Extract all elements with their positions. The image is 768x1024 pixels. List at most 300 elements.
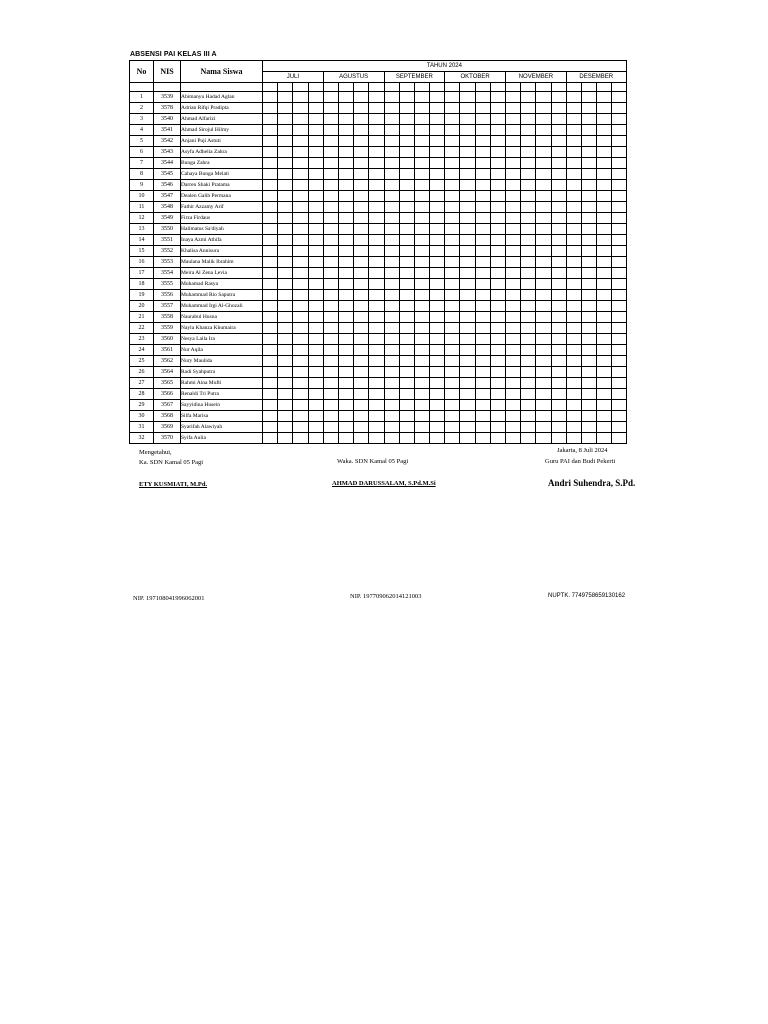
attendance-cell[interactable] [323,279,338,290]
attendance-cell[interactable] [475,158,490,169]
attendance-cell[interactable] [612,180,626,191]
attendance-cell[interactable] [536,213,551,224]
attendance-cell[interactable] [414,301,429,312]
attendance-cell[interactable] [597,202,612,213]
attendance-cell[interactable] [384,125,399,136]
attendance-cell[interactable] [308,92,323,103]
attendance-cell[interactable] [293,191,308,202]
attendance-cell[interactable] [293,268,308,279]
attendance-cell[interactable] [536,191,551,202]
attendance-cell[interactable] [536,235,551,246]
attendance-cell[interactable] [581,290,596,301]
attendance-cell[interactable] [506,323,521,334]
attendance-cell[interactable] [263,92,278,103]
attendance-cell[interactable] [612,400,626,411]
attendance-cell[interactable] [475,202,490,213]
attendance-cell[interactable] [308,125,323,136]
attendance-cell[interactable] [369,180,384,191]
attendance-cell[interactable] [460,268,475,279]
attendance-cell[interactable] [278,180,293,191]
attendance-cell[interactable] [475,224,490,235]
attendance-cell[interactable] [293,235,308,246]
attendance-cell[interactable] [278,312,293,323]
attendance-cell[interactable] [460,114,475,125]
attendance-cell[interactable] [597,224,612,235]
attendance-cell[interactable] [399,279,414,290]
attendance-cell[interactable] [445,378,460,389]
attendance-cell[interactable] [551,312,566,323]
attendance-cell[interactable] [323,147,338,158]
attendance-cell[interactable] [521,103,536,114]
attendance-cell[interactable] [536,180,551,191]
attendance-cell[interactable] [308,213,323,224]
attendance-cell[interactable] [338,400,353,411]
attendance-cell[interactable] [430,290,445,301]
attendance-cell[interactable] [551,345,566,356]
attendance-cell[interactable] [506,257,521,268]
attendance-cell[interactable] [414,356,429,367]
attendance-cell[interactable] [597,356,612,367]
attendance-cell[interactable] [308,312,323,323]
attendance-cell[interactable] [369,158,384,169]
attendance-cell[interactable] [323,356,338,367]
attendance-cell[interactable] [369,213,384,224]
attendance-cell[interactable] [566,125,581,136]
attendance-cell[interactable] [430,136,445,147]
attendance-cell[interactable] [430,125,445,136]
attendance-cell[interactable] [308,180,323,191]
attendance-cell[interactable] [581,224,596,235]
attendance-cell[interactable] [460,411,475,422]
attendance-cell[interactable] [263,301,278,312]
attendance-cell[interactable] [536,202,551,213]
attendance-cell[interactable] [338,180,353,191]
attendance-cell[interactable] [354,290,369,301]
attendance-cell[interactable] [354,103,369,114]
attendance-cell[interactable] [384,147,399,158]
attendance-cell[interactable] [475,268,490,279]
attendance-cell[interactable] [278,290,293,301]
attendance-cell[interactable] [597,268,612,279]
attendance-cell[interactable] [475,92,490,103]
attendance-cell[interactable] [384,367,399,378]
attendance-cell[interactable] [263,125,278,136]
attendance-cell[interactable] [293,246,308,257]
attendance-cell[interactable] [581,136,596,147]
attendance-cell[interactable] [521,202,536,213]
attendance-cell[interactable] [399,367,414,378]
attendance-cell[interactable] [597,180,612,191]
attendance-cell[interactable] [597,279,612,290]
attendance-cell[interactable] [399,356,414,367]
attendance-cell[interactable] [597,301,612,312]
attendance-cell[interactable] [506,246,521,257]
attendance-cell[interactable] [414,224,429,235]
attendance-cell[interactable] [308,422,323,433]
attendance-cell[interactable] [566,202,581,213]
attendance-cell[interactable] [369,400,384,411]
attendance-cell[interactable] [323,202,338,213]
attendance-cell[interactable] [338,92,353,103]
attendance-cell[interactable] [566,103,581,114]
attendance-cell[interactable] [338,125,353,136]
attendance-cell[interactable] [338,257,353,268]
attendance-cell[interactable] [597,136,612,147]
attendance-cell[interactable] [323,367,338,378]
attendance-cell[interactable] [566,169,581,180]
attendance-cell[interactable] [460,279,475,290]
attendance-cell[interactable] [475,356,490,367]
attendance-cell[interactable] [278,169,293,180]
attendance-cell[interactable] [597,433,612,444]
attendance-cell[interactable] [506,422,521,433]
attendance-cell[interactable] [369,334,384,345]
attendance-cell[interactable] [278,345,293,356]
attendance-cell[interactable] [612,235,626,246]
attendance-cell[interactable] [338,114,353,125]
attendance-cell[interactable] [399,235,414,246]
attendance-cell[interactable] [384,334,399,345]
attendance-cell[interactable] [445,290,460,301]
attendance-cell[interactable] [597,290,612,301]
attendance-cell[interactable] [430,169,445,180]
attendance-cell[interactable] [521,268,536,279]
attendance-cell[interactable] [414,103,429,114]
attendance-cell[interactable] [445,411,460,422]
attendance-cell[interactable] [445,191,460,202]
attendance-cell[interactable] [278,125,293,136]
attendance-cell[interactable] [414,367,429,378]
attendance-cell[interactable] [354,367,369,378]
attendance-cell[interactable] [323,433,338,444]
attendance-cell[interactable] [308,433,323,444]
attendance-cell[interactable] [338,169,353,180]
attendance-cell[interactable] [566,147,581,158]
attendance-cell[interactable] [521,246,536,257]
attendance-cell[interactable] [581,235,596,246]
attendance-cell[interactable] [551,378,566,389]
attendance-cell[interactable] [354,422,369,433]
attendance-cell[interactable] [551,433,566,444]
attendance-cell[interactable] [475,213,490,224]
attendance-cell[interactable] [354,246,369,257]
attendance-cell[interactable] [323,334,338,345]
attendance-cell[interactable] [414,345,429,356]
attendance-cell[interactable] [506,433,521,444]
attendance-cell[interactable] [566,257,581,268]
attendance-cell[interactable] [354,224,369,235]
attendance-cell[interactable] [490,389,505,400]
attendance-cell[interactable] [338,279,353,290]
attendance-cell[interactable] [323,169,338,180]
attendance-cell[interactable] [445,246,460,257]
attendance-cell[interactable] [612,158,626,169]
attendance-cell[interactable] [399,103,414,114]
attendance-cell[interactable] [490,356,505,367]
attendance-cell[interactable] [323,290,338,301]
attendance-cell[interactable] [490,180,505,191]
attendance-cell[interactable] [338,224,353,235]
attendance-cell[interactable] [612,114,626,125]
attendance-cell[interactable] [581,433,596,444]
attendance-cell[interactable] [612,92,626,103]
attendance-cell[interactable] [475,290,490,301]
attendance-cell[interactable] [597,158,612,169]
attendance-cell[interactable] [460,323,475,334]
attendance-cell[interactable] [323,158,338,169]
attendance-cell[interactable] [308,334,323,345]
attendance-cell[interactable] [506,224,521,235]
attendance-cell[interactable] [581,411,596,422]
attendance-cell[interactable] [490,158,505,169]
attendance-cell[interactable] [597,125,612,136]
attendance-cell[interactable] [278,323,293,334]
attendance-cell[interactable] [521,323,536,334]
attendance-cell[interactable] [551,136,566,147]
attendance-cell[interactable] [536,345,551,356]
attendance-cell[interactable] [581,202,596,213]
attendance-cell[interactable] [490,235,505,246]
attendance-cell[interactable] [414,400,429,411]
attendance-cell[interactable] [399,125,414,136]
attendance-cell[interactable] [354,268,369,279]
attendance-cell[interactable] [581,147,596,158]
attendance-cell[interactable] [414,92,429,103]
attendance-cell[interactable] [581,169,596,180]
attendance-cell[interactable] [338,312,353,323]
attendance-cell[interactable] [581,279,596,290]
attendance-cell[interactable] [338,268,353,279]
attendance-cell[interactable] [369,411,384,422]
attendance-cell[interactable] [414,169,429,180]
attendance-cell[interactable] [384,290,399,301]
attendance-cell[interactable] [521,290,536,301]
attendance-cell[interactable] [354,323,369,334]
attendance-cell[interactable] [338,389,353,400]
attendance-cell[interactable] [521,191,536,202]
attendance-cell[interactable] [369,279,384,290]
attendance-cell[interactable] [612,422,626,433]
attendance-cell[interactable] [369,191,384,202]
attendance-cell[interactable] [354,411,369,422]
attendance-cell[interactable] [490,246,505,257]
attendance-cell[interactable] [581,114,596,125]
attendance-cell[interactable] [354,169,369,180]
attendance-cell[interactable] [263,312,278,323]
attendance-cell[interactable] [551,257,566,268]
attendance-cell[interactable] [475,180,490,191]
attendance-cell[interactable] [384,422,399,433]
attendance-cell[interactable] [490,301,505,312]
attendance-cell[interactable] [536,323,551,334]
attendance-cell[interactable] [506,268,521,279]
attendance-cell[interactable] [384,191,399,202]
attendance-cell[interactable] [338,103,353,114]
attendance-cell[interactable] [338,334,353,345]
attendance-cell[interactable] [278,224,293,235]
attendance-cell[interactable] [263,367,278,378]
attendance-cell[interactable] [475,147,490,158]
attendance-cell[interactable] [430,257,445,268]
attendance-cell[interactable] [293,367,308,378]
attendance-cell[interactable] [278,246,293,257]
attendance-cell[interactable] [384,158,399,169]
attendance-cell[interactable] [551,334,566,345]
attendance-cell[interactable] [597,312,612,323]
attendance-cell[interactable] [414,422,429,433]
attendance-cell[interactable] [612,290,626,301]
attendance-cell[interactable] [521,334,536,345]
attendance-cell[interactable] [293,92,308,103]
attendance-cell[interactable] [414,213,429,224]
attendance-cell[interactable] [536,114,551,125]
attendance-cell[interactable] [399,213,414,224]
attendance-cell[interactable] [581,213,596,224]
attendance-cell[interactable] [354,158,369,169]
attendance-cell[interactable] [354,213,369,224]
attendance-cell[interactable] [521,279,536,290]
attendance-cell[interactable] [612,323,626,334]
attendance-cell[interactable] [369,235,384,246]
attendance-cell[interactable] [263,136,278,147]
attendance-cell[interactable] [414,125,429,136]
attendance-cell[interactable] [612,213,626,224]
attendance-cell[interactable] [506,92,521,103]
attendance-cell[interactable] [581,367,596,378]
attendance-cell[interactable] [278,92,293,103]
attendance-cell[interactable] [278,103,293,114]
attendance-cell[interactable] [581,400,596,411]
attendance-cell[interactable] [293,334,308,345]
attendance-cell[interactable] [490,213,505,224]
attendance-cell[interactable] [490,136,505,147]
attendance-cell[interactable] [521,433,536,444]
attendance-cell[interactable] [323,257,338,268]
attendance-cell[interactable] [521,224,536,235]
attendance-cell[interactable] [293,224,308,235]
attendance-cell[interactable] [354,125,369,136]
attendance-cell[interactable] [430,92,445,103]
attendance-cell[interactable] [460,422,475,433]
attendance-cell[interactable] [263,202,278,213]
attendance-cell[interactable] [475,114,490,125]
attendance-cell[interactable] [369,257,384,268]
attendance-cell[interactable] [414,246,429,257]
attendance-cell[interactable] [278,202,293,213]
attendance-cell[interactable] [521,213,536,224]
attendance-cell[interactable] [490,268,505,279]
attendance-cell[interactable] [430,158,445,169]
attendance-cell[interactable] [445,301,460,312]
attendance-cell[interactable] [323,213,338,224]
attendance-cell[interactable] [551,389,566,400]
attendance-cell[interactable] [445,400,460,411]
attendance-cell[interactable] [293,180,308,191]
attendance-cell[interactable] [399,334,414,345]
attendance-cell[interactable] [521,301,536,312]
attendance-cell[interactable] [384,400,399,411]
attendance-cell[interactable] [460,301,475,312]
attendance-cell[interactable] [293,158,308,169]
attendance-cell[interactable] [445,213,460,224]
attendance-cell[interactable] [399,202,414,213]
attendance-cell[interactable] [308,301,323,312]
attendance-cell[interactable] [430,389,445,400]
attendance-cell[interactable] [612,312,626,323]
attendance-cell[interactable] [445,422,460,433]
attendance-cell[interactable] [399,191,414,202]
attendance-cell[interactable] [308,158,323,169]
attendance-cell[interactable] [581,180,596,191]
attendance-cell[interactable] [384,323,399,334]
attendance-cell[interactable] [369,367,384,378]
attendance-cell[interactable] [551,158,566,169]
attendance-cell[interactable] [597,169,612,180]
attendance-cell[interactable] [263,389,278,400]
attendance-cell[interactable] [597,422,612,433]
attendance-cell[interactable] [293,279,308,290]
attendance-cell[interactable] [551,92,566,103]
attendance-cell[interactable] [445,356,460,367]
attendance-cell[interactable] [460,103,475,114]
attendance-cell[interactable] [414,136,429,147]
attendance-cell[interactable] [460,169,475,180]
attendance-cell[interactable] [263,323,278,334]
attendance-cell[interactable] [338,378,353,389]
attendance-cell[interactable] [308,147,323,158]
attendance-cell[interactable] [566,433,581,444]
attendance-cell[interactable] [566,378,581,389]
attendance-cell[interactable] [384,180,399,191]
attendance-cell[interactable] [369,389,384,400]
attendance-cell[interactable] [384,433,399,444]
attendance-cell[interactable] [566,279,581,290]
attendance-cell[interactable] [490,125,505,136]
attendance-cell[interactable] [612,411,626,422]
attendance-cell[interactable] [475,433,490,444]
attendance-cell[interactable] [597,235,612,246]
attendance-cell[interactable] [566,268,581,279]
attendance-cell[interactable] [384,136,399,147]
attendance-cell[interactable] [566,345,581,356]
attendance-cell[interactable] [551,422,566,433]
attendance-cell[interactable] [430,367,445,378]
attendance-cell[interactable] [338,136,353,147]
attendance-cell[interactable] [551,279,566,290]
attendance-cell[interactable] [445,125,460,136]
attendance-cell[interactable] [445,312,460,323]
attendance-cell[interactable] [460,334,475,345]
attendance-cell[interactable] [521,125,536,136]
attendance-cell[interactable] [414,433,429,444]
attendance-cell[interactable] [506,290,521,301]
attendance-cell[interactable] [490,422,505,433]
attendance-cell[interactable] [369,246,384,257]
attendance-cell[interactable] [566,367,581,378]
attendance-cell[interactable] [354,202,369,213]
attendance-cell[interactable] [445,147,460,158]
attendance-cell[interactable] [384,378,399,389]
attendance-cell[interactable] [460,213,475,224]
attendance-cell[interactable] [612,191,626,202]
attendance-cell[interactable] [536,301,551,312]
attendance-cell[interactable] [475,125,490,136]
attendance-cell[interactable] [354,433,369,444]
attendance-cell[interactable] [308,257,323,268]
attendance-cell[interactable] [551,268,566,279]
attendance-cell[interactable] [612,433,626,444]
attendance-cell[interactable] [399,433,414,444]
